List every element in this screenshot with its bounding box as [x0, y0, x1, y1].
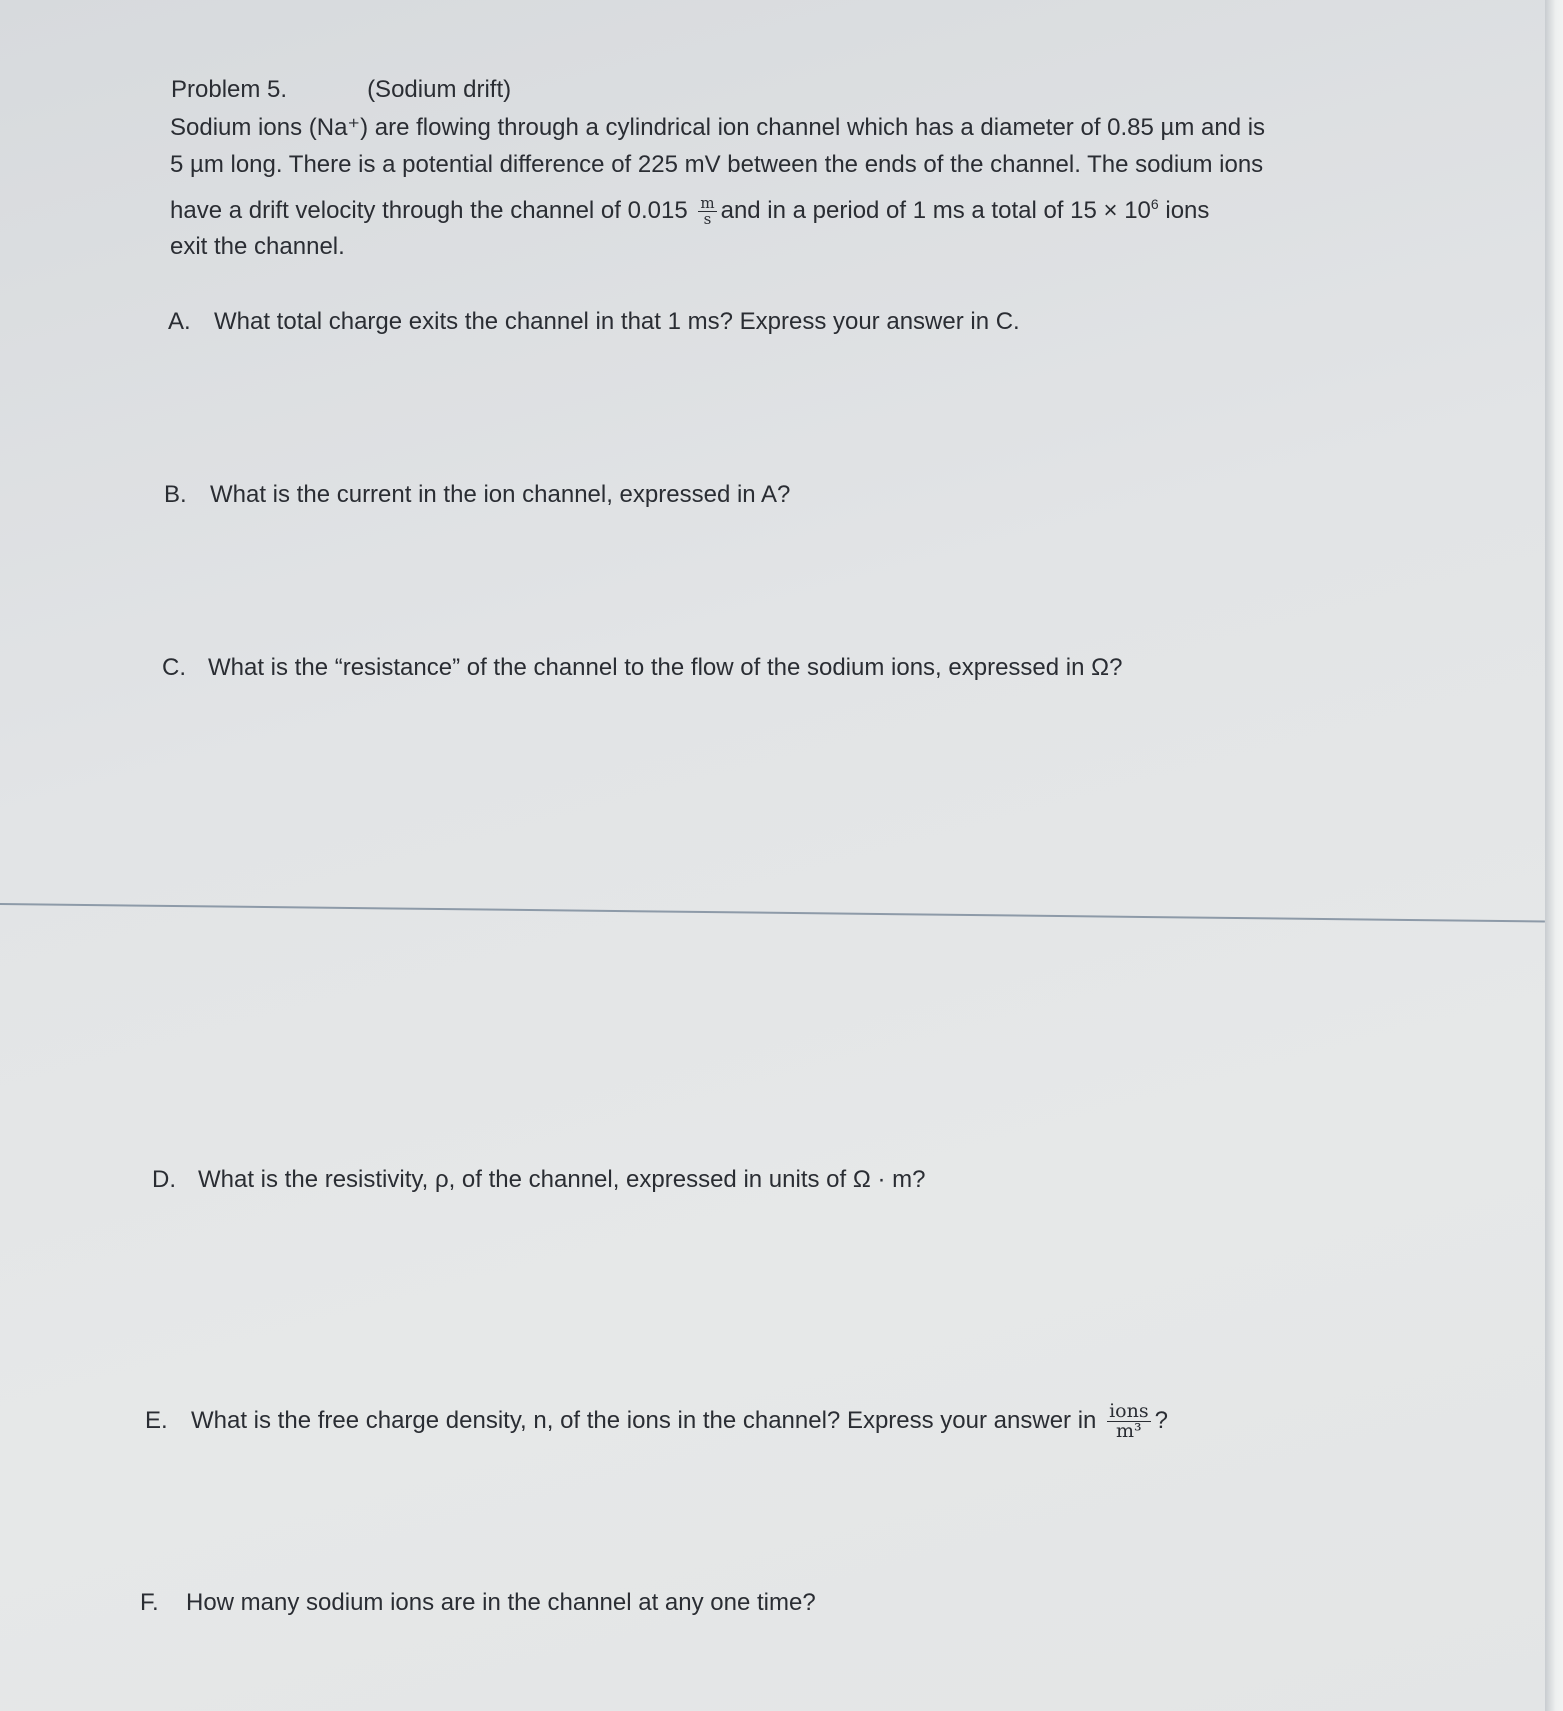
intro-line3-after-a: and in a period of 1 ms a total of 15 × 10 — [720, 197, 1151, 224]
question-e — [145, 1402, 1168, 1441]
question-d — [152, 1162, 925, 1198]
question-c-text: What is the “resistance” of the channel to the flow of the sodium ions, expressed in Ω? — [208, 654, 1123, 681]
density-unit-numerator: ions — [1109, 1400, 1149, 1422]
question-d-text: What is the resistivity, ρ, of the channel, expressed in units of Ω · m? — [198, 1166, 926, 1193]
density-unit-denominator: m³ — [1116, 1420, 1142, 1442]
velocity-unit-fraction — [698, 196, 716, 227]
density-unit-fraction — [1107, 1402, 1151, 1441]
problem-intro-line-3 — [170, 186, 1370, 229]
question-c-letter: C. — [162, 654, 186, 681]
problem-intro-line-2: 5 µm long. There is a potential difference of 225 mV between the ends of the channel. The sodium ions — [170, 151, 1264, 178]
velocity-unit-numerator: m — [700, 194, 715, 213]
question-e-tail: ? — [1154, 1406, 1168, 1434]
question-b-letter: B. — [164, 481, 187, 508]
question-f-text: How many sodium ions are in the channel at any one time? — [186, 1589, 816, 1616]
question-b-text: What is the current in the ion channel, expressed in A? — [210, 481, 791, 508]
problem-intro-line-1: Sodium ions (Na⁺) are flowing through a cylindrical ion channel which has a diameter of 0.85 µm and is — [170, 114, 1266, 141]
velocity-unit-denominator: s — [703, 210, 712, 229]
question-d-letter: D. — [152, 1166, 176, 1193]
question-a-text: What total charge exits the channel in that 1 ms? Express your answer in C. — [214, 308, 1020, 335]
question-c — [162, 650, 1122, 686]
question-a — [168, 304, 1020, 340]
intro-line3-exponent: 6 — [1150, 196, 1159, 212]
question-f — [140, 1585, 816, 1621]
problem-subtitle: (Sodium drift) — [367, 76, 512, 103]
intro-line3-before: have a drift velocity through the channel of 0.015 — [170, 197, 688, 224]
problem-heading — [171, 72, 511, 108]
question-e-text: What is the free charge density, n, of the ions in the channel? Express your answer in — [191, 1406, 1097, 1434]
question-e-letter: E. — [145, 1406, 168, 1434]
problem-intro-line-4: exit the channel. — [170, 233, 345, 260]
question-a-letter: A. — [168, 308, 191, 335]
problem-label: Problem 5. — [171, 76, 288, 103]
question-b — [164, 477, 790, 513]
page-edge — [1545, 0, 1563, 1711]
intro-line3-after-b: ions — [1158, 197, 1210, 224]
question-f-letter: F. — [140, 1589, 159, 1616]
